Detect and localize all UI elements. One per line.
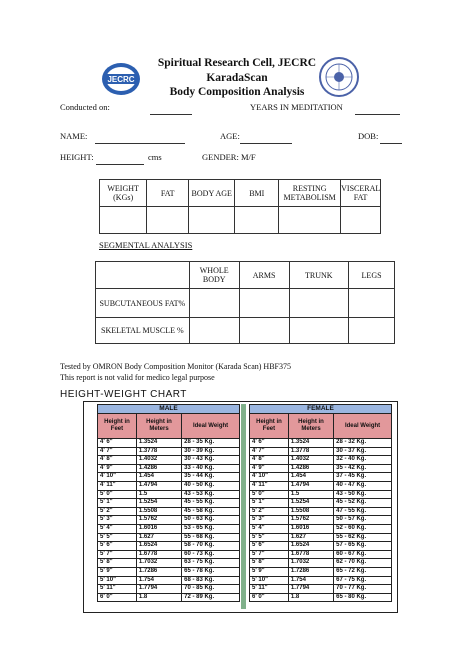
male-chart-cell: 1.454 <box>136 473 181 482</box>
female-chart-cell: 67 - 75 Kg. <box>334 576 392 585</box>
female-chart-cell: 5' 8" <box>250 559 289 568</box>
male-chart-cell: 5' 5" <box>98 533 137 542</box>
male-chart-cell: 58 - 70 Kg. <box>182 542 240 551</box>
male-chart-cell: 35 - 44 Kg. <box>182 473 240 482</box>
male-chart-cell: 5' 11" <box>98 585 137 594</box>
male-chart-cell: 1.5 <box>136 490 181 499</box>
female-chart-cell: 1.6778 <box>288 550 333 559</box>
age-field[interactable] <box>240 143 292 144</box>
male-chart-cell: 50 - 63 Kg. <box>182 516 240 525</box>
col-weight: WEIGHT (KGs) <box>100 180 147 207</box>
female-chart-cell: 4' 11" <box>250 481 289 490</box>
female-chart-row <box>250 456 392 465</box>
note-validity: This report is not valid for medico legal purpose <box>60 373 215 382</box>
male-chart-cell: 40 - 50 Kg. <box>182 481 240 490</box>
female-chart-cell: 5' 11" <box>250 585 289 594</box>
height-weight-chart-title: HEIGHT-WEIGHT CHART <box>60 389 187 400</box>
female-chart-row <box>250 585 392 594</box>
female-chart-cell: 1.627 <box>288 533 333 542</box>
male-chart-row <box>98 490 240 499</box>
female-chart-cell: 1.754 <box>288 576 333 585</box>
male-chart-cell: 1.7286 <box>136 567 181 576</box>
col-trunk: TRUNK <box>289 262 349 289</box>
resting-metabolism-value-cell[interactable] <box>279 207 341 234</box>
male-chart-cell: 45 - 58 Kg. <box>182 507 240 516</box>
cms-label: cms <box>148 152 162 162</box>
male-chart-cell: 43 - 53 Kg. <box>182 490 240 499</box>
male-chart-row <box>98 507 240 516</box>
col-fat: FAT <box>147 180 189 207</box>
female-chart-cell: 1.5 <box>288 490 333 499</box>
male-chart-cell: 4' 7" <box>98 447 137 456</box>
male-chart-cell: 1.6524 <box>136 542 181 551</box>
male-chart-cell: 5' 4" <box>98 524 137 533</box>
male-chart-row <box>98 473 240 482</box>
female-chart-cell: 1.7032 <box>288 559 333 568</box>
skeletal-legs-cell[interactable] <box>349 318 395 344</box>
subcutaneous-legs-cell[interactable] <box>349 289 395 318</box>
male-chart-cell: 4' 9" <box>98 464 137 473</box>
female-chart-cell: 60 - 67 Kg. <box>334 550 392 559</box>
male-chart-cell: 5' 9" <box>98 567 137 576</box>
male-chart-row <box>98 456 240 465</box>
segmental-title: SEGMENTAL ANALYSIS <box>99 240 193 250</box>
female-chart-row <box>250 473 392 482</box>
segmental-table <box>95 261 395 344</box>
female-chart-cell: 1.7794 <box>288 585 333 594</box>
male-chart-cell: 1.8 <box>136 593 181 602</box>
male-chart-cell: 1.4794 <box>136 481 181 490</box>
measurement-table <box>99 179 381 234</box>
female-chart-cell: 65 - 72 Kg. <box>334 567 392 576</box>
female-chart-row <box>250 481 392 490</box>
female-chart-cell: 5' 5" <box>250 533 289 542</box>
female-chart-cell: 52 - 60 Kg. <box>334 524 392 533</box>
male-chart-cell: 1.4286 <box>136 464 181 473</box>
female-chart-label: FEMALE <box>250 405 392 414</box>
female-chart-row <box>250 533 392 542</box>
skeletal-whole-body-cell[interactable] <box>189 318 239 344</box>
female-chart-cell: 1.5762 <box>288 516 333 525</box>
male-chart-row <box>98 439 240 448</box>
male-chart-cell: 6' 0" <box>98 593 137 602</box>
male-chart-row <box>98 550 240 559</box>
female-chart-cell: 1.3778 <box>288 447 333 456</box>
female-chart-row <box>250 524 392 533</box>
female-chart-cell: 5' 6" <box>250 542 289 551</box>
female-chart-cell: 40 - 47 Kg. <box>334 481 392 490</box>
col-visceral-fat: VISCERAL FAT <box>341 180 381 207</box>
male-chart-cell: 1.5254 <box>136 499 181 508</box>
female-chart-cell: 70 - 77 Kg. <box>334 585 392 594</box>
female-chart-cell: 1.4794 <box>288 481 333 490</box>
female-chart-cell: 1.7286 <box>288 567 333 576</box>
male-chart-row <box>98 516 240 525</box>
male-chart-cell: 1.6778 <box>136 550 181 559</box>
female-chart-cell: 55 - 62 Kg. <box>334 533 392 542</box>
male-chart-cell: 5' 10" <box>98 576 137 585</box>
female-chart-cell: 1.6016 <box>288 524 333 533</box>
conducted-on-label: Conducted on: <box>60 102 110 112</box>
col-bmi: BMI <box>235 180 279 207</box>
male-chart-row <box>98 593 240 602</box>
scan-name: KaradaScan <box>206 72 268 84</box>
male-chart-cell: 5' 2" <box>98 507 137 516</box>
female-chart-table <box>249 404 392 602</box>
weight-value-cell[interactable] <box>100 207 147 234</box>
female-chart-row <box>250 439 392 448</box>
female-chart-cell: 43 - 50 Kg. <box>334 490 392 499</box>
conducted-on-field[interactable] <box>150 114 192 115</box>
male-chart-table <box>97 404 240 602</box>
female-col-ideal-weight: Ideal Weight <box>334 414 392 439</box>
male-chart-cell: 4' 6" <box>98 439 137 448</box>
institution-title: Spiritual Research Cell, JECRC <box>157 57 317 69</box>
female-chart-cell: 5' 2" <box>250 507 289 516</box>
subcutaneous-arms-cell[interactable] <box>239 289 289 318</box>
note-tested-by: Tested by OMRON Body Composition Monitor (Karada Scan) HBF375 <box>60 362 291 371</box>
female-chart-cell: 1.5254 <box>288 499 333 508</box>
years-meditation-field[interactable] <box>355 114 400 115</box>
male-chart-cell: 1.3778 <box>136 447 181 456</box>
female-chart-cell: 4' 8" <box>250 456 289 465</box>
female-chart-cell: 65 - 80 Kg. <box>334 593 392 602</box>
male-chart-row <box>98 481 240 490</box>
female-chart-cell: 5' 4" <box>250 524 289 533</box>
female-chart-cell: 1.4286 <box>288 464 333 473</box>
male-chart-row <box>98 567 240 576</box>
male-chart-cell: 1.5508 <box>136 507 181 516</box>
female-chart-cell: 5' 10" <box>250 576 289 585</box>
female-chart-cell: 5' 3" <box>250 516 289 525</box>
male-chart-cell: 55 - 68 Kg. <box>182 533 240 542</box>
female-chart-cell: 5' 1" <box>250 499 289 508</box>
years-meditation-label: YEARS IN MEDITATION <box>250 102 343 112</box>
col-resting-metabolism: RESTING METABOLISM <box>279 180 341 207</box>
female-chart-cell: 1.4032 <box>288 456 333 465</box>
male-chart-cell: 68 - 83 Kg. <box>182 576 240 585</box>
male-chart-row <box>98 447 240 456</box>
female-chart-row <box>250 542 392 551</box>
female-chart-cell: 37 - 45 Kg. <box>334 473 392 482</box>
male-chart-cell: 65 - 78 Kg. <box>182 567 240 576</box>
female-chart-cell: 5' 9" <box>250 567 289 576</box>
dob-field[interactable] <box>380 143 402 144</box>
male-chart-row <box>98 542 240 551</box>
female-chart-cell: 45 - 52 Kg. <box>334 499 392 508</box>
body-age-value-cell[interactable] <box>189 207 235 234</box>
female-chart-row <box>250 447 392 456</box>
male-chart-label: MALE <box>98 405 240 414</box>
female-chart-cell: 47 - 55 Kg. <box>334 507 392 516</box>
col-body-age: BODY AGE <box>189 180 235 207</box>
male-chart-cell: 1.4032 <box>136 456 181 465</box>
female-chart-cell: 4' 7" <box>250 447 289 456</box>
female-chart-row <box>250 490 392 499</box>
female-chart-cell: 5' 7" <box>250 550 289 559</box>
female-chart-row <box>250 559 392 568</box>
male-chart-cell: 70 - 85 Kg. <box>182 585 240 594</box>
col-legs: LEGS <box>349 262 395 289</box>
height-field[interactable] <box>96 164 144 165</box>
female-chart-row <box>250 516 392 525</box>
male-chart-row <box>98 533 240 542</box>
female-chart-cell: 50 - 57 Kg. <box>334 516 392 525</box>
male-chart-cell: 72 - 89 Kg. <box>182 593 240 602</box>
fat-value-cell[interactable] <box>147 207 189 234</box>
segmental-corner <box>96 262 190 289</box>
row-skeletal-muscle: SKELETAL MUSCLE % <box>96 318 190 344</box>
male-chart-cell: 1.7794 <box>136 585 181 594</box>
male-chart-cell: 1.5762 <box>136 516 181 525</box>
male-chart-cell: 1.3524 <box>136 439 181 448</box>
male-chart-cell: 5' 0" <box>98 490 137 499</box>
male-chart-cell: 60 - 73 Kg. <box>182 550 240 559</box>
col-whole-body: WHOLE BODY <box>189 262 239 289</box>
female-chart-cell: 28 - 32 Kg. <box>334 439 392 448</box>
name-label: NAME: <box>60 131 88 141</box>
male-chart-cell: 28 - 35 Kg. <box>182 439 240 448</box>
bmi-value-cell[interactable] <box>235 207 279 234</box>
male-chart-cell: 1.7032 <box>136 559 181 568</box>
subcutaneous-trunk-cell[interactable] <box>289 289 349 318</box>
male-chart-cell: 1.627 <box>136 533 181 542</box>
dob-label: DOB: <box>358 131 379 141</box>
jecrc-logo-text: JECRC <box>107 75 135 84</box>
male-chart-cell: 5' 7" <box>98 550 137 559</box>
female-chart-cell: 1.5508 <box>288 507 333 516</box>
age-label: AGE: <box>220 131 240 141</box>
male-chart-cell: 1.754 <box>136 576 181 585</box>
female-chart-row <box>250 464 392 473</box>
row-subcutaneous: SUBCUTANEOUS FAT% <box>96 289 190 318</box>
skeletal-trunk-cell[interactable] <box>289 318 349 344</box>
female-chart-cell: 4' 10" <box>250 473 289 482</box>
male-chart-row <box>98 559 240 568</box>
male-chart-cell: 63 - 75 Kg. <box>182 559 240 568</box>
female-chart-cell: 6' 0" <box>250 593 289 602</box>
female-chart-cell: 4' 6" <box>250 439 289 448</box>
female-chart-row <box>250 567 392 576</box>
female-chart-cell: 57 - 65 Kg. <box>334 542 392 551</box>
male-chart-cell: 30 - 43 Kg. <box>182 456 240 465</box>
male-chart-row <box>98 464 240 473</box>
female-col-meters: Height in Meters <box>288 414 333 439</box>
female-chart-cell: 4' 9" <box>250 464 289 473</box>
male-chart-cell: 53 - 65 Kg. <box>182 524 240 533</box>
male-chart-row <box>98 576 240 585</box>
male-chart-cell: 33 - 40 Kg. <box>182 464 240 473</box>
male-col-feet: Height in Feet <box>98 414 137 439</box>
name-field[interactable] <box>95 143 185 144</box>
visceral-fat-value-cell[interactable] <box>341 207 381 234</box>
female-chart-cell: 32 - 40 Kg. <box>334 456 392 465</box>
col-arms: ARMS <box>239 262 289 289</box>
female-chart-cell: 30 - 37 Kg. <box>334 447 392 456</box>
female-chart-cell: 5' 0" <box>250 490 289 499</box>
female-chart-row <box>250 507 392 516</box>
female-chart-row <box>250 593 392 602</box>
female-chart-row <box>250 499 392 508</box>
male-chart-cell: 5' 6" <box>98 542 137 551</box>
male-chart-cell: 30 - 39 Kg. <box>182 447 240 456</box>
female-chart-cell: 35 - 42 Kg. <box>334 464 392 473</box>
male-chart-cell: 5' 3" <box>98 516 137 525</box>
female-chart-cell: 1.454 <box>288 473 333 482</box>
male-chart-row <box>98 585 240 594</box>
male-chart-cell: 5' 1" <box>98 499 137 508</box>
skeletal-arms-cell[interactable] <box>239 318 289 344</box>
female-chart-row <box>250 576 392 585</box>
female-col-feet: Height in Feet <box>250 414 289 439</box>
female-chart-cell: 62 - 70 Kg. <box>334 559 392 568</box>
male-chart-row <box>98 524 240 533</box>
male-chart-row <box>98 499 240 508</box>
male-chart-cell: 4' 10" <box>98 473 137 482</box>
male-chart-cell: 45 - 55 Kg. <box>182 499 240 508</box>
male-chart-cell: 5' 8" <box>98 559 137 568</box>
gender-label: GENDER: M/F <box>202 152 256 162</box>
male-col-meters: Height in Meters <box>136 414 181 439</box>
female-chart-cell: 1.6524 <box>288 542 333 551</box>
height-label: HEIGHT: <box>60 152 94 162</box>
male-chart-cell: 4' 11" <box>98 481 137 490</box>
female-chart-row <box>250 550 392 559</box>
male-chart-cell: 4' 8" <box>98 456 137 465</box>
male-col-ideal-weight: Ideal Weight <box>182 414 240 439</box>
male-chart-cell: 1.6016 <box>136 524 181 533</box>
report-title: Body Composition Analysis <box>169 86 305 98</box>
female-chart-cell: 1.3524 <box>288 439 333 448</box>
female-chart-cell: 1.8 <box>288 593 333 602</box>
subcutaneous-whole-body-cell[interactable] <box>189 289 239 318</box>
chart-divider <box>241 404 246 609</box>
